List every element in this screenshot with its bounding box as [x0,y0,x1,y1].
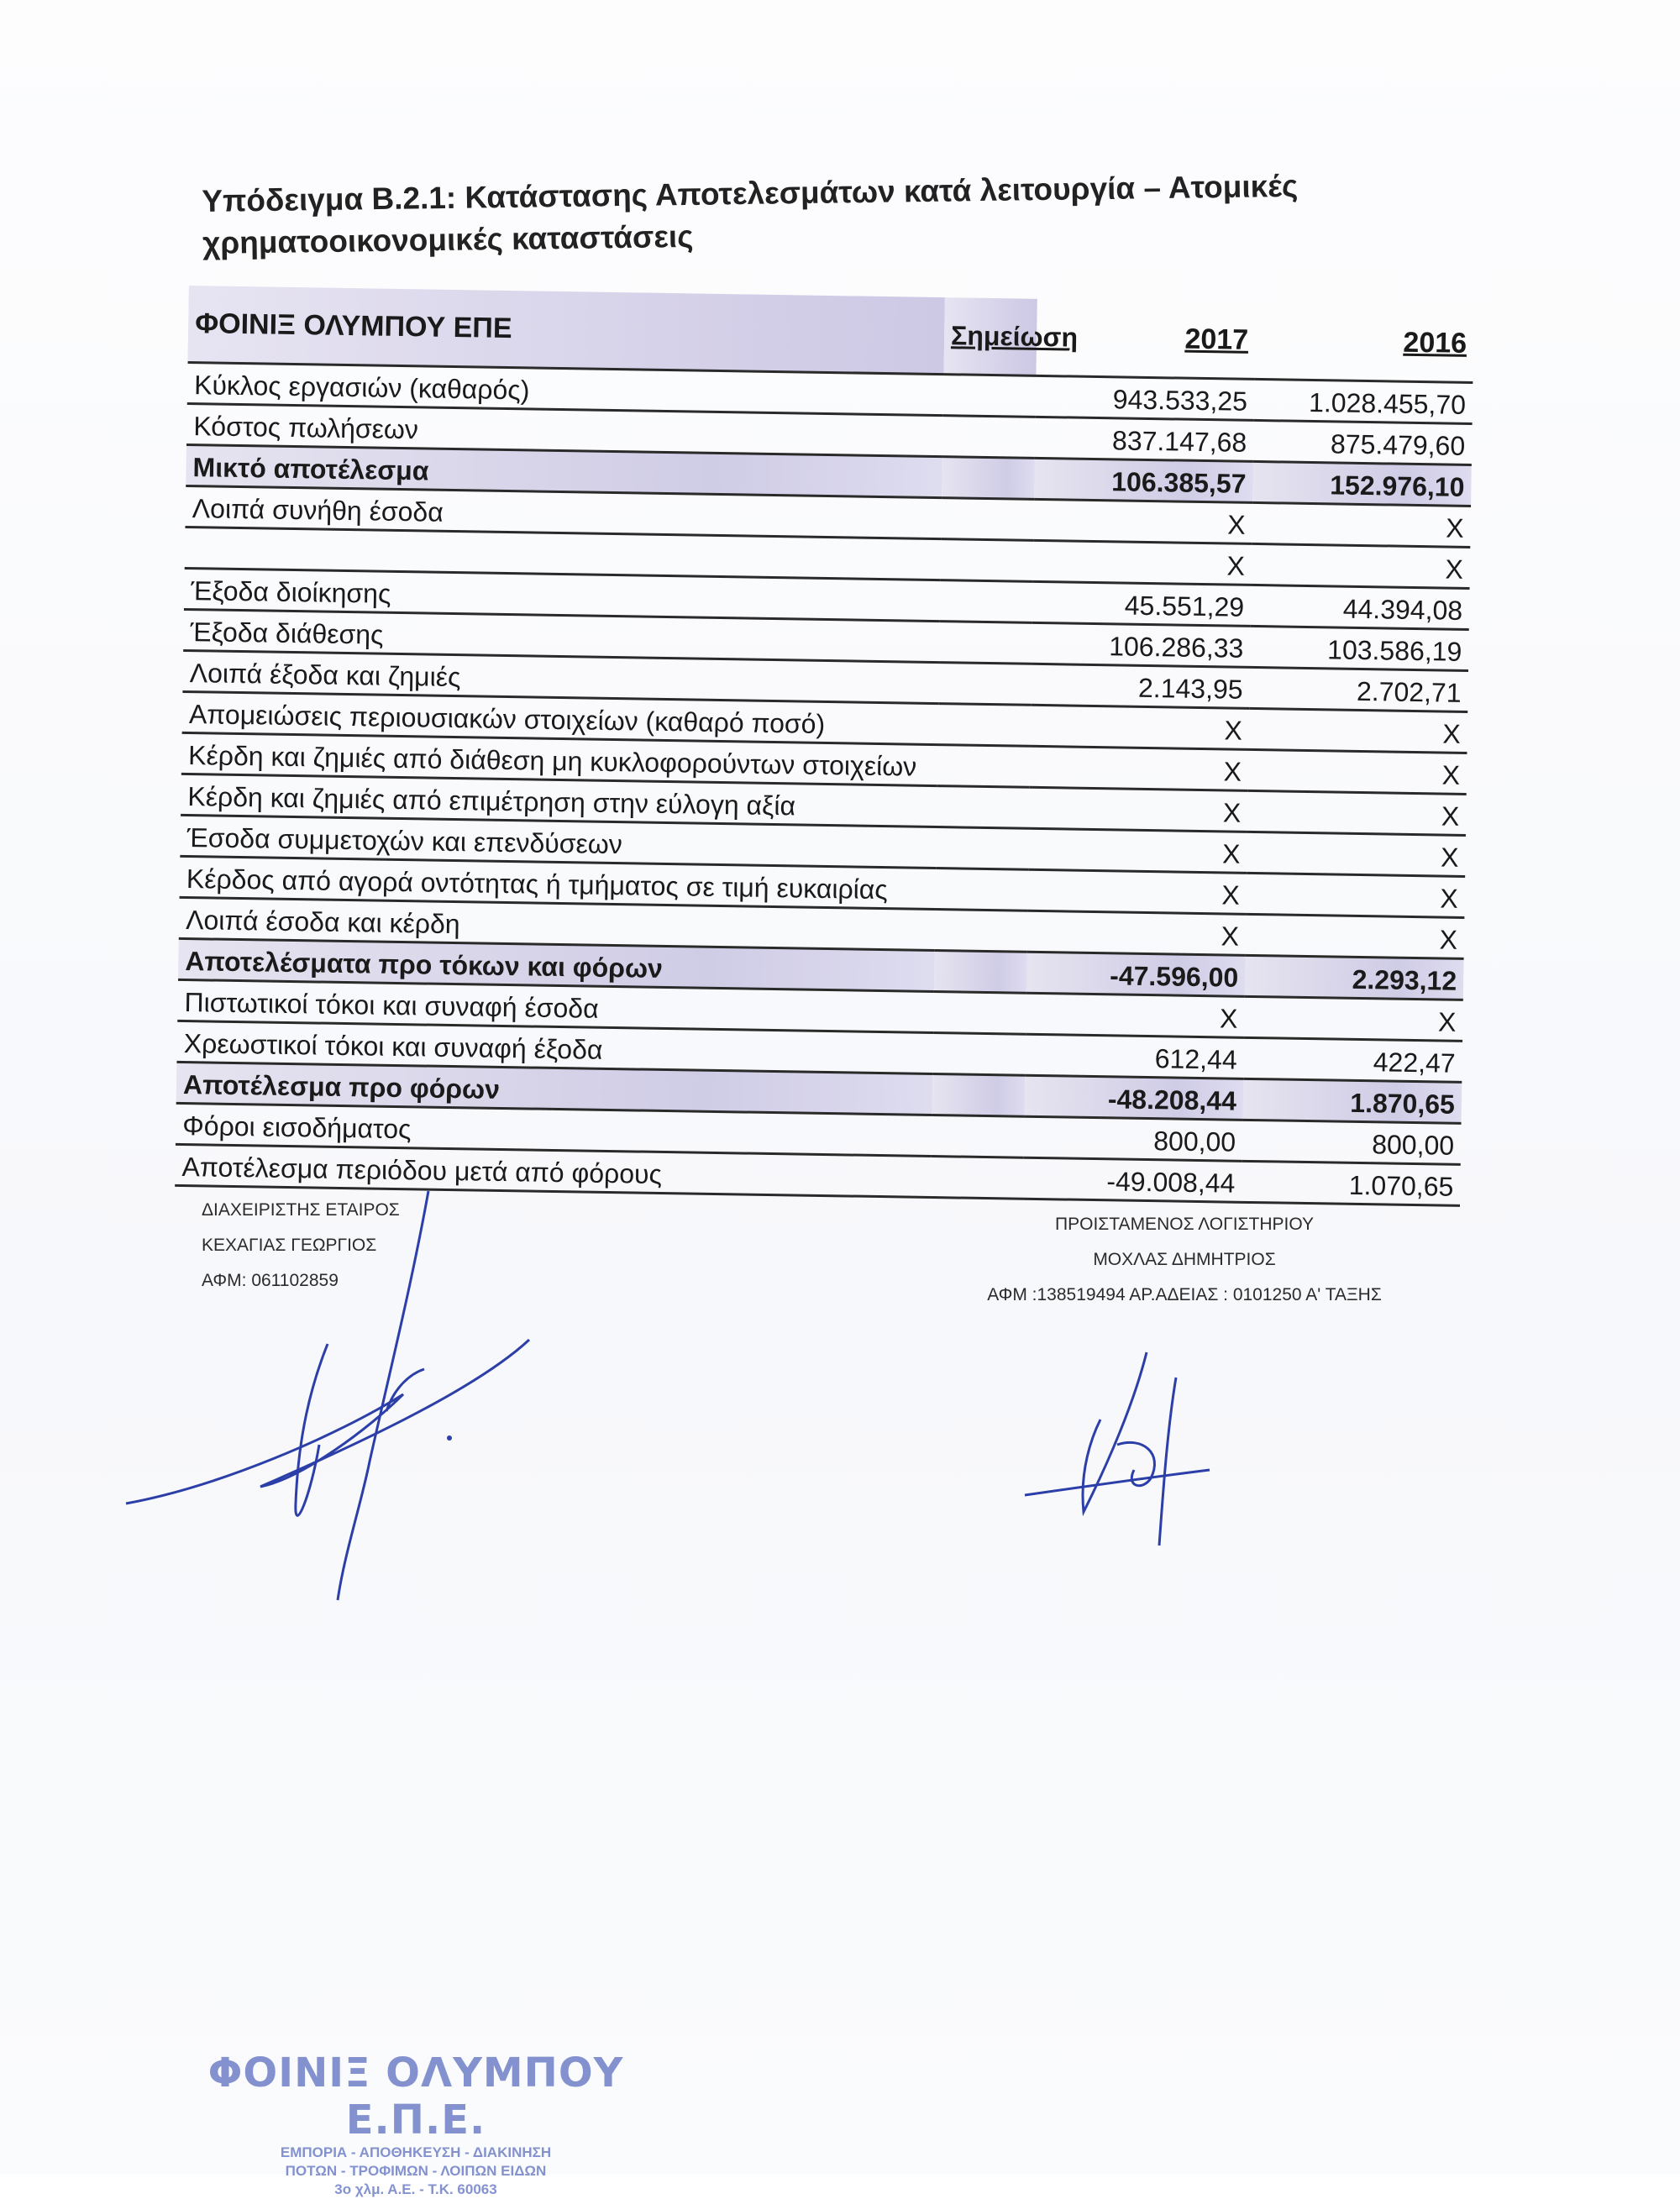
row-value-2016: X [1248,749,1467,794]
row-note [940,580,1033,623]
right-handwritten-signature [1016,1344,1235,1562]
row-note [934,951,1027,994]
row-label: Χρεωστικοί τόκοι και συναφή έξοδα [176,1021,933,1073]
row-value-2016: 103.586,19 [1250,626,1469,670]
row-note [943,375,1037,417]
row-value-2016: X [1247,832,1466,876]
row-note [935,869,1028,911]
row-note [942,416,1036,459]
income-statement-table [175,286,1474,1207]
row-value-2017: X [1029,787,1248,832]
company-stamp [181,2049,651,2199]
row-note [931,1157,1024,1199]
row-note [937,745,1031,788]
row-value-2016: X [1246,914,1465,958]
year-2016-header: 2016 [1403,326,1467,360]
row-note [937,786,1030,829]
row-note [932,1115,1025,1158]
left-signer-afm: ΑΦΜ: 061102859 [202,1271,339,1290]
row-value-2016: 44.394,08 [1251,585,1470,629]
row-note [938,663,1032,706]
row-value-2016: 1.028.455,70 [1254,379,1473,423]
row-value-2016: 1.070,65 [1242,1161,1461,1205]
row-label: Λοιπά συνήθη έσοδα [185,485,942,538]
row-value-2017: 612,44 [1025,1034,1244,1079]
row-note [936,827,1029,870]
right-signer-name: ΜΟΧΛΑΣ ΔΗΜΗΤΡΙΟΣ [1093,1250,1276,1269]
row-value-2017: X [1026,993,1245,1037]
row-value-2016: X [1248,708,1467,753]
row-label: Μικτό αποτέλεσμα [186,444,942,497]
stamp-company-name: ΦΟΙΝΙΞ ΟΛΥΜΠΟΥ Ε.Π.Ε. [207,2049,624,2144]
row-label: Αποτέλεσμα περιόδου μετά από φόρους [175,1144,932,1197]
row-value-2016: 875.479,60 [1253,420,1473,464]
stamp-line-2: ΠΟΤΩΝ - ΤΡΟΦΙΜΩΝ - ΛΟΙΠΩΝ ΕΙΔΩΝ [285,2163,547,2179]
row-label: Κόστος πωλήσεων [186,403,943,456]
row-value-2017: X [1027,911,1247,955]
row-value-2017: 106.385,57 [1034,458,1253,502]
row-label: Έξοδα διοίκησης [184,568,941,621]
row-value-2016: 422,47 [1243,1037,1462,1082]
row-label: Έσοδα συμμετοχών και επενδύσεων [180,815,937,868]
row-value-2016: X [1246,873,1465,917]
row-label: Κέρδος από αγορά οντότητας ή τμήματος σε τιμή ευκαιρίας [180,856,937,909]
row-label: Έξοδα διάθεσης [183,609,940,662]
company-name: ΦΟΙΝΙΞ ΟΛΥΜΠΟΥ ΕΠΕ [194,307,512,345]
row-note [942,457,1035,500]
row-value-2016: 2.293,12 [1245,955,1464,1000]
row-note [939,622,1032,664]
row-label: Φόροι εισοδήματος [176,1103,932,1156]
row-value-2016: X [1252,502,1471,547]
row-value-2016: X [1244,996,1463,1041]
row-value-2016: 152.976,10 [1252,461,1472,506]
row-note [935,910,1028,953]
document-title: Υπόδειγμα Β.2.1: Κατάστασης Αποτελεσμάτων κατά λειτουργία – Ατομικές χρηματοοικονομικές καταστάσεις [202,168,1299,260]
row-value-2017: 45.551,29 [1032,581,1252,626]
row-value-2017: -48.208,44 [1025,1075,1244,1120]
year-2016-header-cell [1254,302,1473,383]
row-value-2017: X [1033,540,1252,585]
left-handwritten-signature [118,1184,554,1604]
row-value-2016: 800,00 [1242,1120,1462,1164]
row-value-2016: X [1247,790,1467,835]
row-note [938,704,1032,747]
stamp-line-1: ΕΜΠΟΡΙΑ - ΑΠΟΘΗΚΕΥΣΗ - ΔΙΑΚΙΝΗΣΗ [280,2144,552,2160]
statement-table [175,286,1474,1207]
row-note [933,992,1026,1035]
row-value-2017: X [1027,869,1247,914]
row-value-2017: 943.533,25 [1036,375,1255,420]
row-note [932,1074,1026,1117]
row-value-2017: X [1028,828,1247,873]
left-signer-name: ΚΕΧΑΓΙΑΣ ΓΕΩΡΓΙΟΣ [202,1236,377,1255]
row-value-2016: 1.870,65 [1243,1079,1462,1123]
row-label: Πιστωτικοί τόκοι και συναφή έσοδα [177,979,934,1032]
row-label: Λοιπά έσοδα και κέρδη [179,897,936,950]
year-2017-header: 2017 [1184,323,1249,356]
left-signer-role: ΔΙΑΧΕΙΡΙΣΤΗΣ ΕΤΑΙΡΟΣ [202,1200,400,1220]
row-note [941,539,1034,582]
note-column-header: Σημείωση [950,320,1079,353]
signature-block-right [899,1207,1470,1313]
row-label: Αποτέλεσμα προ φόρων [176,1062,933,1115]
row-label: Κύκλος εργασιών (καθαρός) [187,362,944,415]
row-value-2017: 106.286,33 [1032,622,1251,667]
row-label: Αποτελέσματα προ τόκων και φόρων [178,938,935,991]
row-label: Λοιπά έξοδα και ζημιές [182,650,939,703]
row-value-2017: X [1033,499,1252,543]
right-signer-afm: ΑΦΜ :138519494 ΑΡ.ΑΔΕΙΑΣ : 0101250 Α' ΤΑΞΗΣ [987,1285,1382,1304]
stamp-line-3: 3ο χλμ. Α.Ε. - Τ.Κ. 60063 [334,2181,497,2197]
row-value-2016: 2.702,71 [1249,667,1468,711]
row-value-2017: X [1030,746,1249,790]
row-value-2017: 2.143,95 [1031,664,1250,708]
company-name-cell [188,286,945,375]
note-header-cell [943,297,1079,375]
row-value-2017: 837.147,68 [1035,417,1254,461]
right-signer-role: ΠΡΟΙΣΤΑΜΕΝΟΣ ΛΟΓΙΣΤΗΡΙΟΥ [1054,1215,1315,1234]
row-value-2017: X [1031,705,1250,749]
row-value-2016: X [1252,543,1471,588]
row-label: Απομειώσεις περιουσιακών στοιχείων (καθαρό ποσό) [182,691,939,744]
row-label: Κέρδη και ζημιές από διάθεση μη κυκλοφορούντων στοιχείων [181,732,938,785]
row-value-2017: 800,00 [1024,1116,1243,1161]
row-note [941,498,1034,541]
row-label: Κέρδη και ζημιές από επιμέτρηση στην εύλογη αξία [181,774,937,827]
row-note [932,1033,1026,1076]
row-value-2017: -47.596,00 [1026,952,1246,996]
row-value-2017: -49.008,44 [1023,1157,1242,1202]
